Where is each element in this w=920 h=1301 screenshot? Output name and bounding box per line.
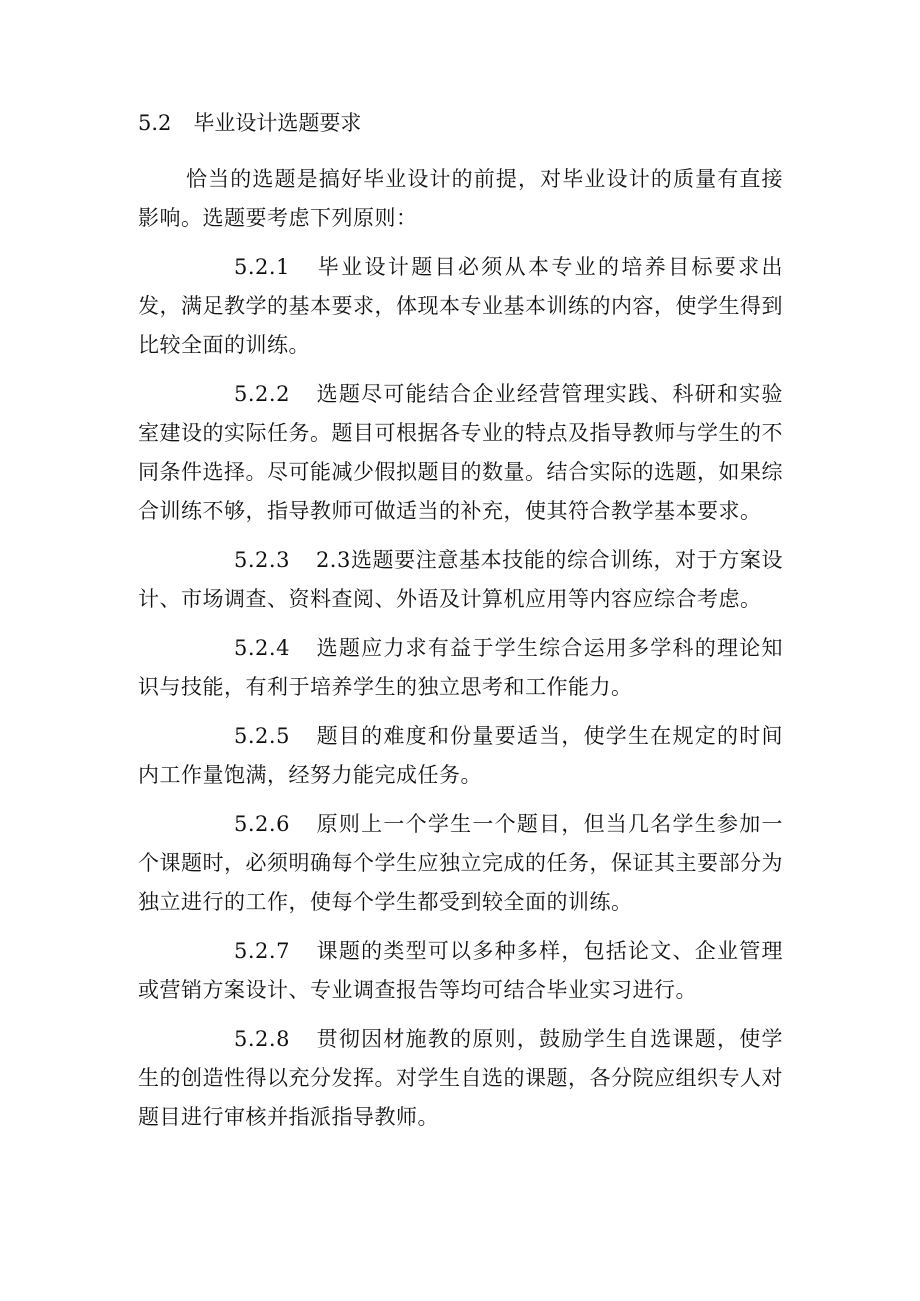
section-number: 5.2 bbox=[138, 111, 172, 135]
intro-paragraph: 恰当的选题是搞好毕业设计的前提，对毕业设计的质量有直接影响。选题要考虑下列原则： bbox=[138, 167, 783, 230]
clause-5-2-5 bbox=[138, 717, 783, 795]
clause-text: 原则上一个学生一个题目，但当几名学生参加一个课题时，必须明确每个学生应独立完成的任务，保证其主要部分为独立进行的工作，使每个学生都受到较全面的训练。 bbox=[138, 812, 783, 914]
clause-text: 课题的类型可以多种多样，包括论文、企业管理或营销方案设计、专业调查报告等均可结合毕业实习进行。 bbox=[138, 939, 783, 1002]
clause-number: 5.2.3 bbox=[234, 548, 290, 572]
clause-5-2-7 bbox=[138, 932, 783, 1010]
clause-text: 选题尽可能结合企业经营管理实践、科研和实验室建设的实际任务。题目可根据各专业的特点及指导教师与学生的不同条件选择。尽可能减少假拟题目的数量。结合实际的选题，如果综合训练不够，指导教师可做适当的补充，使其符合教学基本要求。 bbox=[138, 382, 783, 523]
clause-number: 5.2.1 bbox=[234, 255, 290, 279]
clause-text: 题目的难度和份量要适当，使学生在规定的时间内工作量饱满，经努力能完成任务。 bbox=[138, 724, 783, 787]
clause-number: 5.2.6 bbox=[234, 812, 290, 836]
document-body bbox=[138, 160, 783, 1147]
clause-text: 2.3选题要注意基本技能的综合训练，对于方案设计、市场调查、资料查阅、外语及计算机应用等内容应综合考虑。 bbox=[138, 548, 783, 611]
clause-number: 5.2.4 bbox=[234, 636, 290, 660]
clause-5-2-8 bbox=[138, 1020, 783, 1137]
clause-5-2-2 bbox=[138, 375, 783, 531]
clause-number: 5.2.2 bbox=[234, 382, 290, 406]
clause-text: 毕业设计题目必须从本专业的培养目标要求出发，满足教学的基本要求，体现本专业基本训练的内容，使学生得到比较全面的训练。 bbox=[138, 255, 783, 357]
clause-5-2-3 bbox=[138, 541, 783, 619]
section-title: 毕业设计选题要求 bbox=[193, 111, 362, 135]
section-heading bbox=[138, 108, 361, 138]
clause-5-2-4 bbox=[138, 629, 783, 707]
clause-number: 5.2.5 bbox=[234, 724, 290, 748]
clause-number: 5.2.8 bbox=[234, 1027, 290, 1051]
clause-text: 贯彻因材施教的原则，鼓励学生自选课题，使学生的创造性得以充分发挥。对学生自选的课题，各分院应组织专人对题目进行审核并指派指导教师。 bbox=[138, 1027, 783, 1129]
clause-5-2-6 bbox=[138, 805, 783, 922]
clause-5-2-1 bbox=[138, 248, 783, 365]
clause-number: 5.2.7 bbox=[234, 939, 290, 963]
clause-text: 选题应力求有益于学生综合运用多学科的理论知识与技能，有利于培养学生的独立思考和工作能力。 bbox=[138, 636, 783, 699]
